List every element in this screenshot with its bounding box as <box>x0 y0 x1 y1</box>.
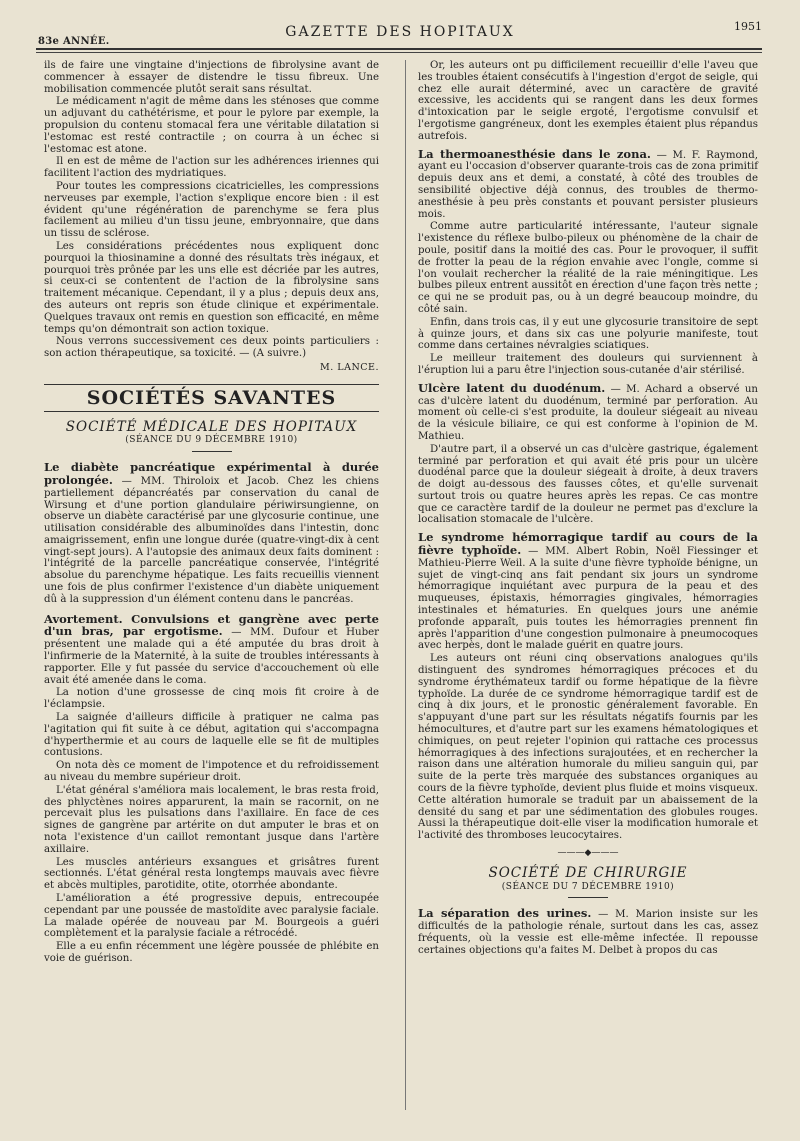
article-body: — MM. Dufour et Huber présentent une malade qui a été amputée du bras droit à l'infirmerie de la Maternité, à la suite de troubles intéressants à rapporter. Elle y fut passée du service d'accouchement où elle avait été amenée dans le coma. <box>44 627 380 686</box>
article-body: — M. Achard a observé un cas d'ulcère latent du duodénum, terminé par perforation. Au moment où celle-ci s'est produite, la douleur siégeait au niveau de la vésicule biliaire, ce qui est conforme à l'opinion de M. Mathieu. <box>418 383 758 442</box>
paragraph: On nota dès ce moment de l'impotence et du refroidissement au niveau du membre supérieur droit. <box>44 760 379 784</box>
divider <box>568 897 608 898</box>
ornament-divider: ———◆——— <box>557 848 619 858</box>
right-column <box>418 60 758 958</box>
article-title: La séparation des urines. <box>418 906 592 921</box>
session-date: (SÉANCE DU 9 DÉCEMBRE 1910) <box>125 435 298 446</box>
paragraph: Elle a eu enfin récemment une légère poussée de phlébite en voie de guérison. <box>44 941 379 964</box>
paragraph: Pour toutes les compressions cicatricielles, les compressions nerveuses par exemple, l'action s'explique encore bien : il est évident qu'une régénération de parenchyme se fera plus facilement au milieu d'un tissu jeune, embryonnaire, que dans un tissu de sclérose. <box>44 180 379 240</box>
paragraph: Les auteurs ont réuni cinq observations analogues qu'ils distinguent des syndromes hémorragiques précoces et du syndrome érythémateux tardif ou forme hépatique de la fièvre typhoïde. La durée de ce syndrome hémorragique tardif est de cinq à dix jours, et le pronostic généralement favorable. En s'appuyant d'une part sur les résultats négatifs fournis par les hémocultures, et d'autre part sur les examens hématologiques et chimiques, on peut rejeter l'opinion qui rattache ces processus hémorragiques à des infections surajoutées, et en rechercher la raison dans une altération humorale du milieu sanguin qui, par suite de la perte très marquée des substances organiques au cours de la fièvre typhoïde, devient plus fluide et moins visqueux. Cette altération humorale se traduit par un abaissement de la densité du sang et par une sédimentation des globules rouges. Aussi la thérapeutique doit-elle viser la modification humorale et l'activité des thromboses leucocytaires. <box>418 653 758 842</box>
section-rule <box>44 411 379 412</box>
paragraph: L'amélioration a été progressive depuis, entrecoupée cependant par une poussée de mastoïdite avec paralysie faciale. La malade opérée de nouveau par M. Bourgeois a guéri complètement et la paralysie faciale a rétrocédé. <box>44 893 379 940</box>
paragraph: Les considérations précédentes nous expliquent donc pourquoi la thiosinamine a donné des résultats très inégaux, et pourquoi très prônée par les uns elle est décriée par les autres, si ceux-ci se contentent de l'action de la fibrolysine sans traitement mécanique. Cependant, il y a plus ; depuis deux ans, des auteurs ont repris son étude clinique et expérimentale. Quelques travaux ont remis en question son efficacité, en même temps qu'on démontrait son action toxique. <box>44 240 379 335</box>
section-rule <box>44 384 379 385</box>
issue-year: 83e ANNÉE. <box>38 36 110 47</box>
society-title: SOCIÉTÉ MÉDICALE DES HOPITAUX <box>65 418 358 435</box>
paragraph: Comme autre particularité intéressante, l'auteur signale l'existence du réflexe bulbo-pileux ou phénomène de la chair de poule, positif dans la moitié des cas. Pour le provoquer, il suffit de frotter la peau de la région envahie avec l'ongle, comme si l'on voulait rechercher la réalité de la raie méningitique. Les bulbes pileux entrent aussitôt en érection d'une façon très nette ; ce qui ne se produit pas, ou à un degré beaucoup moindre, du côté sain. <box>418 221 758 315</box>
column-divider <box>405 60 406 1110</box>
article-title: Le syndrome hémorragique tardif au cours de la fièvre typhoïde. <box>418 530 758 558</box>
session-date: (SÉANCE DU 7 DÉCEMBRE 1910) <box>501 881 675 892</box>
paragraph: La saignée d'ailleurs difficile à pratiquer ne calma pas l'agitation qui fit suite à ce début, agitation qui s'accompagna d'hyperthermie et au cours de laquelle elle se fit de multiples contusions. <box>44 712 379 759</box>
paragraph: L'état général s'améliora mais localement, le bras resta froid, des phlyctènes noires apparurent, la main se racornit, on ne percevait plus les pulsations dans l'axillaire. En face de ces signes de gangrène par artérite on dut amputer le bras et on nota l'existence d'un caillot remontant jusque dans l'artère axillaire. <box>44 784 379 855</box>
journal-title: GAZETTE DES HOPITAUX <box>285 24 515 40</box>
article-body: — M. F. Raymond, ayant eu l'occasion d'observer quarante-trois cas de zona primitif depuis deux ans et demi, a constaté, à côté des troubles de sensibilité objective déjà connus, des troubles de thermo-anesthésie à peu près constants et pouvant persister plusieurs mois. <box>418 149 758 220</box>
article-body: — MM. Albert Robin, Noël Fiessinger et Mathieu-Pierre Weil. A la suite d'une fièvre typhoïde bénigne, un sujet de vingt-cinq ans fait pendant six jours un syndrome hémorragique inquiétant avec purpura de la peau et des muqueuses, épistaxis, hémorragies gingivales, hémorragies intestinales et hématuries. En quelques jours une anémie profonde apparaît, puis toutes les hémorragies prennent fin après l'apparition d'une congestion pulmonaire à pneumocoques avec herpès, dont le malade guérit en quatre jours. <box>418 546 758 652</box>
paragraph: Nous verrons successivement ces deux points particuliers : son action thérapeutique, sa toxicité. — (A suivre.) <box>44 336 379 360</box>
left-column <box>44 60 379 966</box>
article-title: La thermoanesthésie dans le zona. <box>418 146 651 161</box>
article-title: Avortement. Convulsions et gangrène avec perte d'un bras, par ergotisme. <box>44 611 379 639</box>
section-title: SOCIÉTÉS SAVANTES <box>86 386 337 409</box>
article-title: Le diabète pancréatique expérimental à durée prolongée. <box>44 460 379 487</box>
paragraph: Le meilleur traitement des douleurs qui surviennent à l'éruption lui a paru être l'injection sous-cutanée d'air stérilisé. <box>418 353 758 376</box>
society-title: SOCIÉTÉ DE CHIRURGIE <box>488 864 688 881</box>
paragraph: La notion d'une grossesse de cinq mois fit croire à de l'éclampsie. <box>44 687 379 711</box>
author-signature: M. LANCE. <box>320 361 379 373</box>
article-title: Ulcère latent du duodénum. <box>418 380 606 395</box>
divider <box>192 451 232 452</box>
paragraph: Enfin, dans trois cas, il y eut une glycosurie transitoire de sept à quinze jours, et dans six cas une polyurie manifeste, tout comme dans certaines névralgies sciatiques. <box>418 316 758 352</box>
paragraph: Or, les auteurs ont pu difficilement recueillir d'elle l'aveu que les troubles étaient consécutifs à l'ingestion d'ergot de seigle, qui chez elle aurait déterminé, avec un caractère de gravité excessive, les accidents qui se rangent dans les deux formes d'intoxication par le seigle ergoté, l'ergotisme convulsif et l'ergotisme gangréneux, dont les exemples étaient plus répandus autrefois. <box>418 60 758 142</box>
article-body: — M. Marion insiste sur les difficultés de la pathologie rénale, surtout dans les cas, assez fréquents, où la vessie est elle-même infectée. Il repousse certaines objections qu'a faites M. Delbet à propos du cas <box>418 909 758 956</box>
paragraph: Les muscles antérieurs exsangues et grisâtres furent sectionnés. L'état général resta longtemps mauvais avec fièvre et abcès multiples, parotidite, otite, otorrhée abondante. <box>44 856 379 892</box>
paragraph: Il en est de même de l'action sur les adhérences iriennes qui facilitent l'action des mydriatiques. <box>44 156 379 180</box>
paragraph: D'autre part, il a observé un cas d'ulcère gastrique, également terminé par perforation et qui avait été pris pour un ulcère duodénal parce que la douleur siégeait à droite, à deux travers de doigt au-dessous des fausses côtes, et qu'elle survenait surtout trois ou quatre heures après les repas. Ce cas montre que ce caractère tardif de la douleur ne permet pas d'exclure la localisation stomacale de l'ulcère. <box>418 443 758 526</box>
paragraph: Le médicament n'agit de même dans les sténoses que comme un adjuvant du cathétérisme, et pour le pylore par exemple, la propulsion du contenu stomacal fera une véritable dilatation si l'estomac est resté contractile ; on courra à un échec si l'estomac est atone. <box>44 96 379 155</box>
page-number: 1951 <box>734 20 762 33</box>
paragraph: ils de faire une vingtaine d'injections de fibrolysine avant de commencer à essayer de distendre le tissu fibreux. Une mobilisation commencée plutôt serait sans résultat. <box>44 60 379 95</box>
header-rule-thin <box>36 52 762 53</box>
header-rule <box>36 48 762 50</box>
article-body: — MM. Thiroloix et Jacob. Chez les chiens partiellement dépancréatés par conservation du canal de Wirsung et d'une portion glandulaire périwirsungienne, on observe un diabète caractérisé par une glycosurie continue, une utilisation considérable des albuminoïdes dans l'intestin, donc amaigrissement, enfin une longue durée (quatre-vingt-dix à cent vingt-sept jours). A l'autopsie des animaux deux faits dominent : l'intégrité de la parcelle pancréatique conservée, l'intégrité absolue du parenchyme hépatique. Les faits recueillis viennent une fois de plus confirmer l'existence d'un diabète uniquement dû à la suppression d'un élément contenu dans le pancréas. <box>44 475 379 605</box>
